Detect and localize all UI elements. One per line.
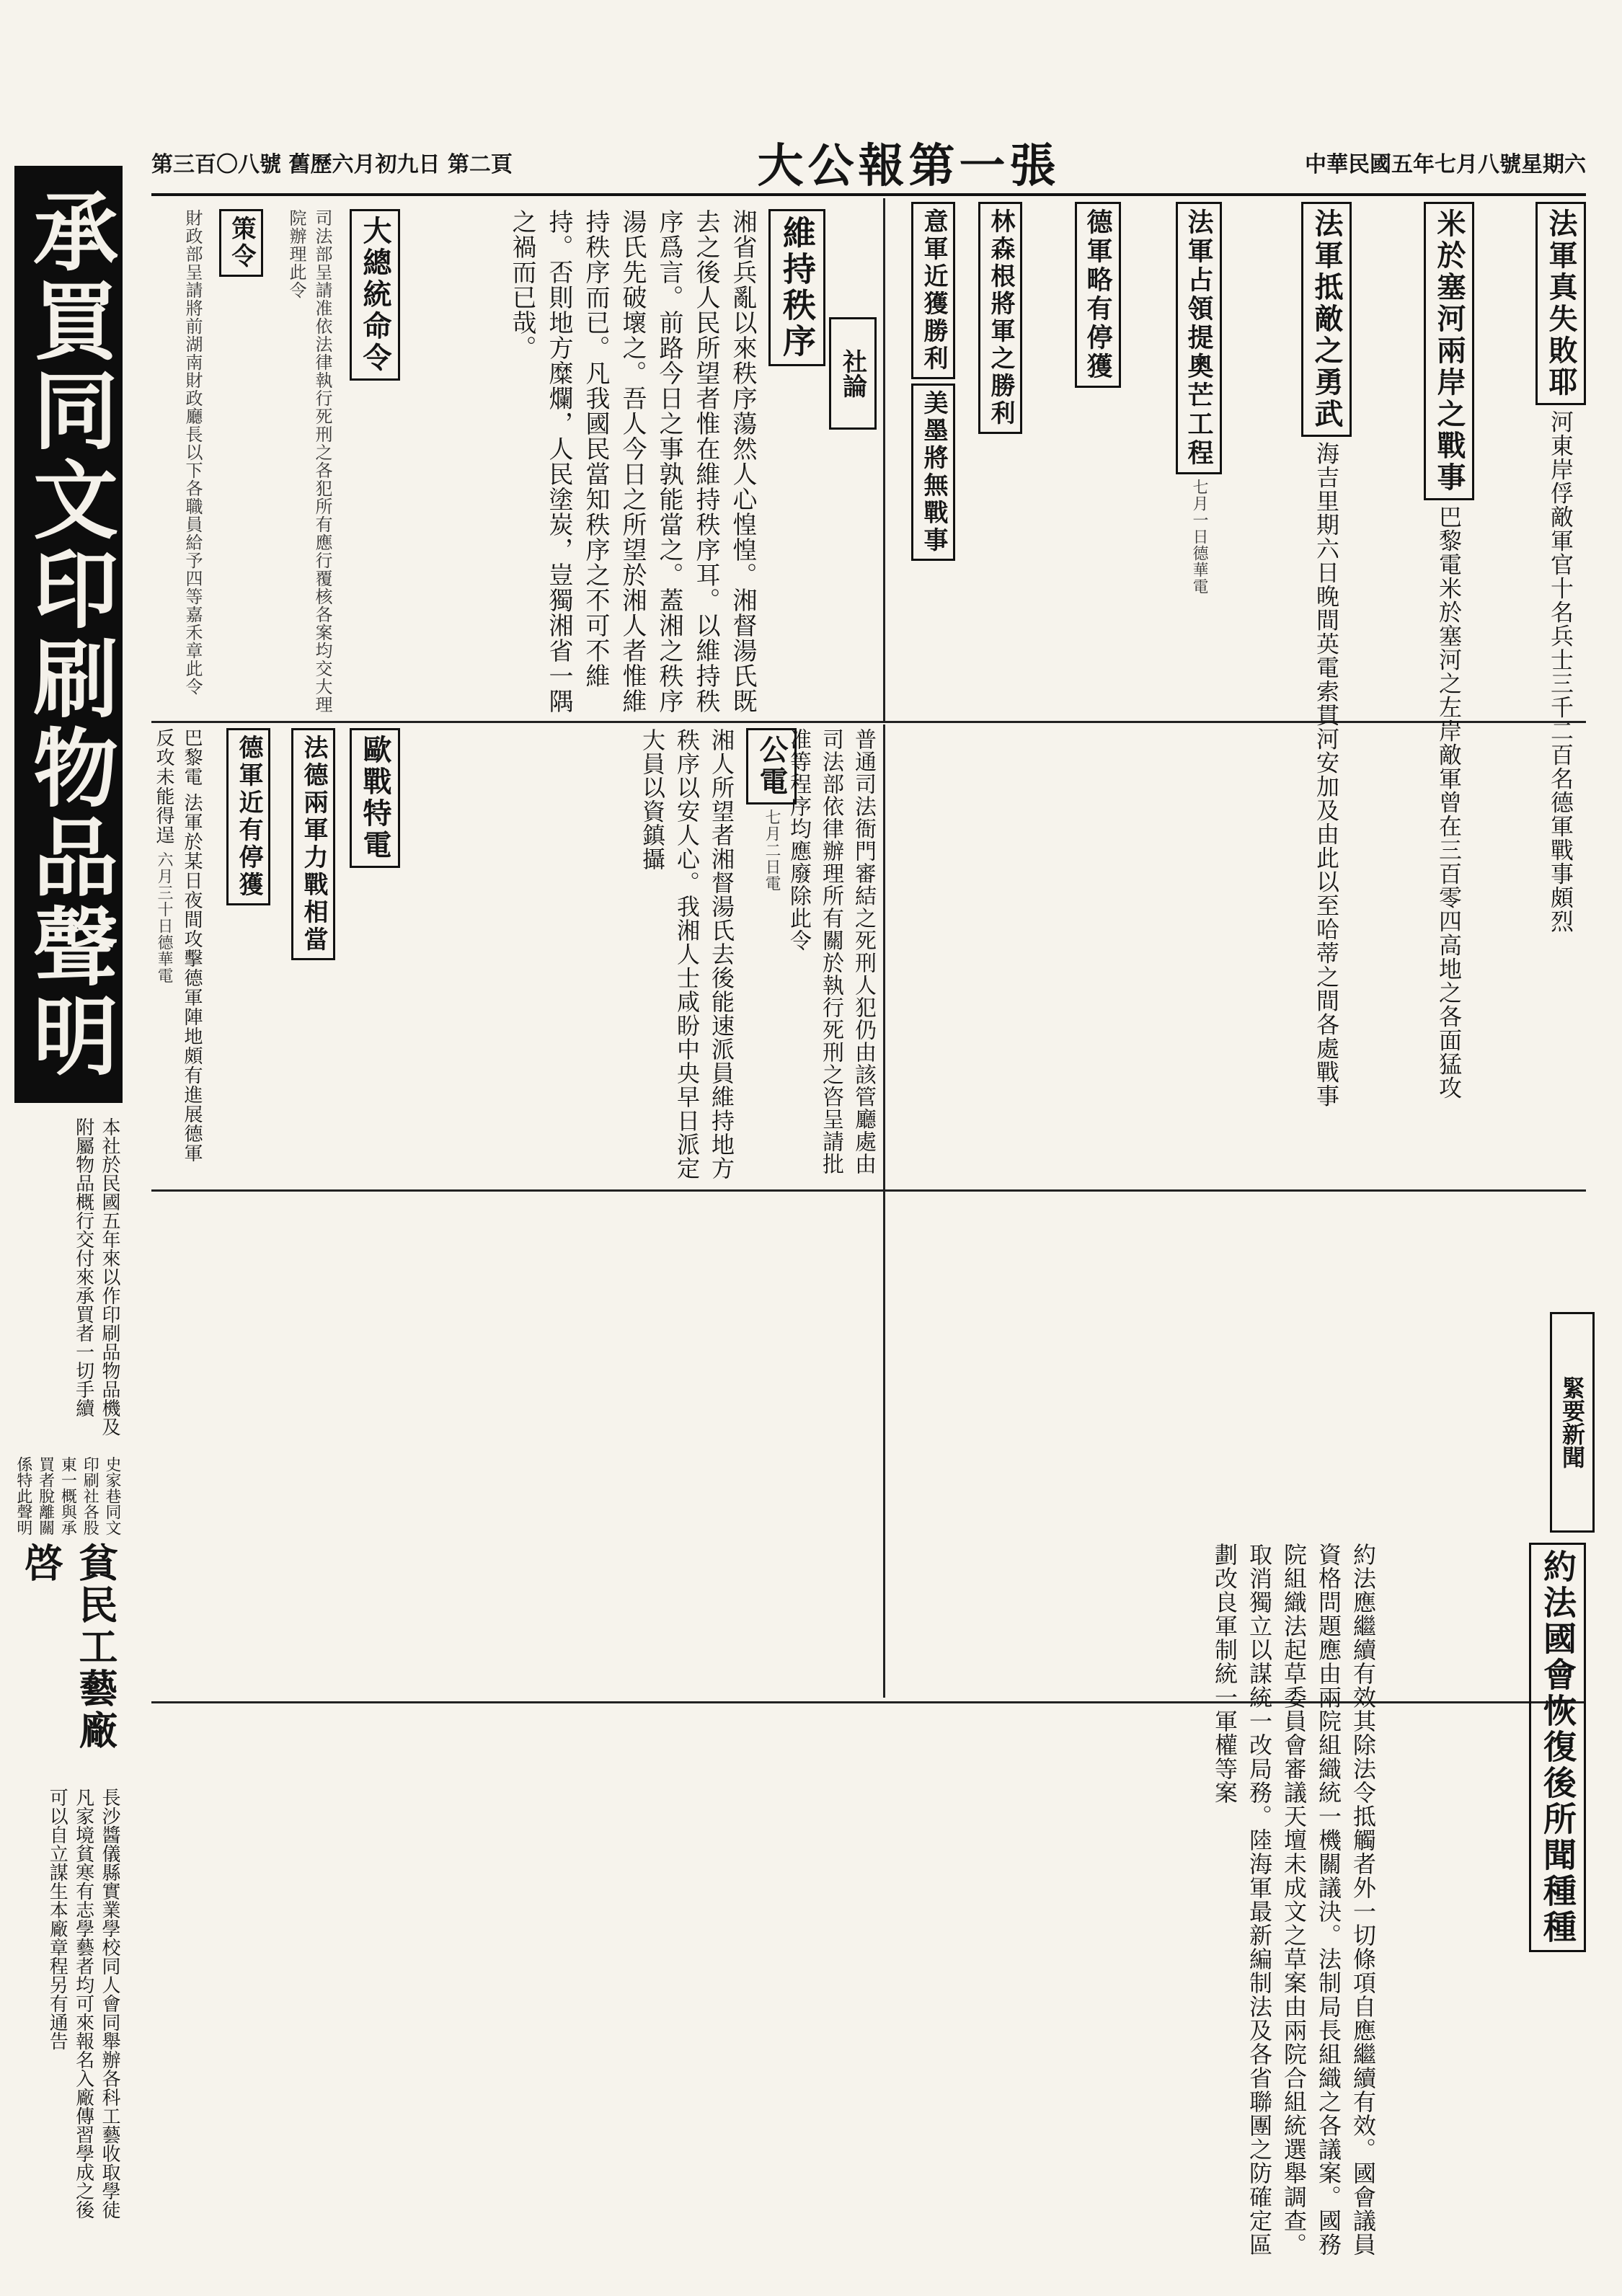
ad-notice-2: 史家巷同文印刷社各股東一概與承買者脫離關係特此聲明: [14, 1456, 121, 1535]
masthead-date: 中華民國五年七月八號星期六: [1305, 152, 1586, 177]
euro-war-sub2-col: [209, 728, 270, 1182]
war-headline-1: 法軍真失敗耶: [1535, 202, 1586, 405]
war-text-1: 河東岸俘敵軍官十名兵士三千二百名德軍戰事頗烈: [1547, 409, 1574, 934]
news-title: 約法國會恢復後所聞種種: [1529, 1543, 1586, 1952]
cables-text-col: [786, 728, 879, 1182]
euro-war-text: 巴黎電 法軍於某日夜間攻擊德軍陣地頗有進展德軍反攻未能得逞: [153, 728, 203, 1163]
war-headline-5-col: [1024, 202, 1121, 1298]
cables-title-col: [743, 728, 797, 1182]
war-headline-1-col: [1478, 202, 1586, 1298]
war-headline-6: 林森根將軍之勝利: [978, 202, 1022, 434]
masthead-title: 大公報第一張: [757, 139, 1060, 193]
euro-war-sub1: 法德兩軍力戰相當: [291, 728, 335, 960]
cables-dispatch: 七月二日電: [763, 809, 781, 892]
labor-ad-title: 貧民工藝廠啓: [18, 1543, 119, 1752]
news-body: 約法應繼續有效其除法令抵觸者外一切條項自應繼續有效。國會議員資格問題應由兩院組織統一機關議決。法制局長組織之各議案。國務院組織法起草委員會審議天壇未成文之草案由兩院合組統選舉調查。取消獨立以謀統一改局務。陸海軍最新編制法及各省聯團之防確定區劃改良軍制統一軍權等案: [1211, 1543, 1377, 2256]
euro-war-sub1-col: [274, 728, 335, 1182]
war-headline-7: 意軍近獲勝利: [911, 202, 955, 379]
editorial-body: 湘省兵亂以來秩序蕩然人心惶惶。湘督湯氏既去之後人民所望者惟在維持秩序耳。以維持秩序爲言。前路今日之事孰能當之。蓋湘之秩序湯氏先破壞之。吾人今日之所望於湘人者惟維持秩序而已。凡我國民當知秩序之不可不維持。否則地方糜爛，人民塗炭，豈獨湘省一隅之禍而已哉。: [508, 209, 757, 714]
cables-text: 普通司法衙門審結之死刑人犯仍由該管廳處由司法部依律辦理所有關於執行死刑之咨呈請批准等程序均應廢除此令: [786, 728, 876, 1175]
masthead: [151, 137, 1586, 193]
column-divider-top: [883, 198, 885, 721]
war-headline-8: 美墨將無戰事: [911, 384, 955, 561]
labor-ad-text: 長沙醬儀縣實業學校同人會同舉辦各科工藝收取學徒凡家境貧寒有志學藝者均可來報名入廠傳習學成之後可以自立謀生本廠章程另有通告: [46, 1788, 120, 2219]
column-divider-mid: [883, 724, 885, 1698]
editorial-mandate-text: 財政部呈請將前湖南財政廳長以下各職員給予四等嘉禾章此令: [182, 209, 203, 696]
war-dispatch: 七月一日德華電: [1190, 479, 1208, 595]
war-text-2: 巴黎電米於塞河之左岸敵軍曾在三百零四高地之各面猛攻: [1435, 505, 1463, 1100]
editorial-title: 維持秩序: [768, 209, 825, 366]
labor-ad-title-wrap: [14, 1543, 123, 1781]
war-headline-4-col: [1125, 202, 1222, 1298]
war-headline-3-col: [1226, 202, 1352, 1298]
ad-banner: 承買同文印刷物品聲明: [14, 166, 123, 1103]
euro-war-text-col: [155, 728, 205, 1182]
war-text-3: 海吉里期六日晚間英電索貫河安加及由此以至哈蒂之間各處戰事: [1313, 441, 1340, 1108]
editorial-title-col: [764, 209, 825, 714]
war-headline-5: 德軍略有停獲: [1075, 202, 1121, 388]
euro-war-title-col: [339, 728, 400, 1182]
war-headline-2-col: [1355, 202, 1474, 1298]
war-headline-2: 米於塞河兩岸之戰事: [1424, 202, 1474, 500]
euro-war-sub2: 德軍近有停獲: [226, 728, 270, 905]
editorial-label: 社論: [829, 317, 877, 430]
euro-war-title: 歐戰特電: [350, 728, 400, 868]
war-headline-3: 法軍抵敵之勇武: [1301, 202, 1352, 437]
war-headline-6-col: [959, 202, 1022, 1298]
editorial-order-text: 司法部呈請准依法律執行死刑之各犯所有應行覆核各案均交大理院辦理此令: [286, 209, 332, 714]
masthead-issue: 第三百〇八號 舊歷六月初九日 第二頁: [151, 152, 513, 177]
editorial-mandate-title: 策令: [219, 209, 263, 277]
war-headline-7-col: [890, 202, 955, 1298]
war-headline-4: 法軍占領提奧芒工程: [1176, 202, 1222, 474]
euro-war-dispatch: 六月三十日德華電: [155, 851, 173, 985]
news-section-label: 緊要新聞: [1550, 1312, 1595, 1533]
ad-notice: 本社於民國五年來以作印刷品物品機及附屬物品概行交付來承買者一切手續: [72, 1117, 120, 1436]
news-title-col: [1384, 1543, 1586, 2264]
cables-title: 公電: [746, 728, 797, 805]
masthead-rule: [151, 193, 1586, 196]
editorial-mandate-col: [209, 209, 263, 714]
cables-story: 湘人所望者湘督湯氏去後能速派員維持地方秩序以安人心。我湘人士咸盼中央早日派定大員以資鎮攝: [639, 728, 735, 1180]
editorial-order-col: [339, 209, 400, 714]
editorial-order-title: 大總統命令: [350, 209, 400, 381]
